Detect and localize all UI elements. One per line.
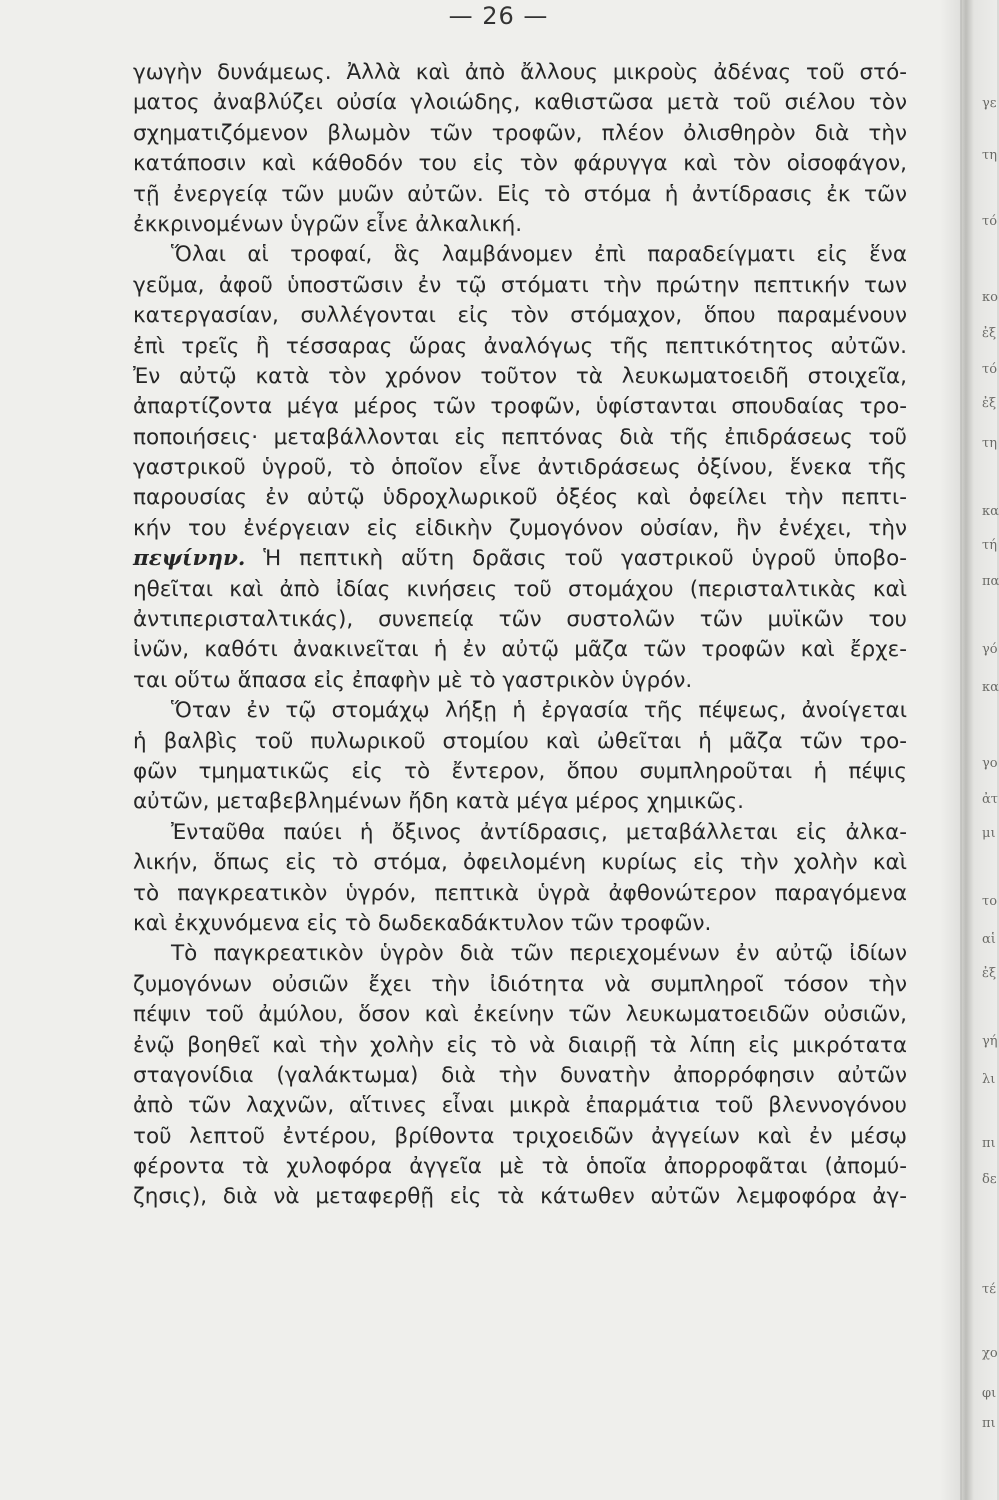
edge-fragment: αἱ: [982, 932, 996, 947]
paragraph: [133, 818, 907, 940]
text-line: τὸ παγκρεατικὸν ὑγρόν, πεπτικὰ ὑγρὰ ἀφθονώτερον παραγόμενα: [133, 880, 907, 906]
text-line: ἀντιπερισταλτικάς), συνεπείᾳ τῶν συστολῶν τῶν μυϊκῶν του: [133, 607, 907, 633]
edge-fragment: γή: [982, 1034, 998, 1049]
edge-fragment: το: [982, 894, 998, 909]
text-line: φέροντα τὰ χυλοφόρα ἀγγεῖα μὲ τὰ ὁποῖα ἀπορροφᾶται (ἀπομύ-: [133, 1154, 907, 1180]
text-line: ἀπὸ τῶν λαχνῶν, αἵτινες εἶναι μικρὰ ἐπαρμάτια τοῦ βλεννογόνου: [133, 1093, 907, 1119]
text-line: ἀπαρτίζοντα μέγα μέρος τῶν τροφῶν, ὑφίστανται σπουδαίας τρο-: [133, 394, 907, 420]
edge-fragment: ἐξ: [982, 966, 997, 981]
text-line: ηθεῖται καὶ ἀπὸ ἰδίας κινήσεις τοῦ στομάχου (περισταλτικὰς καὶ: [133, 576, 907, 602]
text-line: πέψιν τοῦ ἀμύλου, ὅσον καὶ ἐκείνην τῶν λευκωματοειδῶν οὐσιῶν,: [133, 1002, 907, 1028]
edge-fragment: πι: [982, 1416, 996, 1431]
text-line: ποποιήσεις· μεταβάλλονται εἰς πεπτόνας διὰ τῆς ἐπιδράσεως τοῦ: [133, 424, 907, 450]
text-line: Ἐνταῦθα παύει ἡ ὄξινος ἀντίδρασις, μεταβάλλεται εἰς ἀλκα-: [171, 819, 907, 845]
edge-fragment: τό: [982, 214, 998, 229]
edge-fragment: τό: [982, 362, 998, 377]
edge-fragment: μι: [982, 826, 996, 841]
edge-fragment: φι: [982, 1386, 997, 1401]
text-line: ἐνῷ βοηθεῖ καὶ τὴν χολὴν εἰς τὸ νὰ διαιρῇ τὰ λίπη εἰς μικρότατα: [133, 1032, 907, 1058]
text-line: [133, 544, 907, 574]
body-text: [133, 58, 907, 1213]
edge-fragment: γό: [982, 642, 998, 657]
edge-fragment: τη: [982, 148, 997, 163]
edge-fragment: πα: [982, 574, 999, 589]
text-line: ἡ βαλβὶς τοῦ πυλωρικοῦ στομίου καὶ ὠθεῖται ἡ μᾶζα τῶν τρο-: [133, 728, 907, 754]
text-line: ἰνῶν, καθότι ἀνακινεῖται ἡ ἐν αὐτῷ μᾶζα τῶν τροφῶν καὶ ἔρχε-: [133, 637, 907, 663]
text-line: κατεργασίαν, συλλέγονται εἰς τὸν στόμαχον, ὅπου παραμένουν: [133, 303, 907, 329]
edge-fragment: ἐξ: [982, 396, 997, 411]
paragraph: [133, 58, 907, 240]
text-line: κατάποσιν καὶ κάθοδόν του εἰς τὸν φάρυγγα καὶ τὸν οἰσοφάγον,: [133, 151, 907, 177]
text-line: φῶν τμηματικῶς εἰς τὸ ἔντερον, ὅπου συμπληροῦται ἡ πέψις: [133, 758, 907, 784]
edge-fragment: ἀτ: [982, 792, 998, 807]
text-line: λικήν, ὅπως εἰς τὸ στόμα, ὀφειλομένη κυρίως εἰς τὴν χολὴν καὶ: [133, 850, 907, 876]
text-line: Ὅταν ἐν τῷ στομάχῳ λήξῃ ἡ ἐργασία τῆς πέψεως, ἀνοίγεται: [171, 698, 907, 724]
edge-fragment: πι: [982, 1136, 996, 1151]
paragraph: [133, 240, 907, 696]
edge-fragment: ἐξ: [982, 326, 997, 341]
text-line: ἐκκρινομένων ὑγρῶν εἶνε ἀλκαλική.: [133, 211, 523, 237]
text-line: ζυμογόνων οὐσιῶν ἔχει τὴν ἰδιότητα νὰ συμπληροῖ τόσον τὴν: [133, 971, 907, 997]
edge-fragment: τέ: [982, 1282, 996, 1297]
text-line: αὐτῶν, μεταβεβλημένων ἤδη κατὰ μέγα μέρος χημικῶς.: [133, 789, 744, 815]
edge-fragment: κα: [982, 680, 999, 695]
gutter-shadow: [940, 0, 962, 1500]
text-line: ζησις), διὰ νὰ μεταφερθῇ εἰς τὰ κάτωθεν αὐτῶν λεμφοφόρα ἀγ-: [133, 1184, 907, 1210]
text-line: σχηματιζόμενον βλωμὸν τῶν τροφῶν, πλέον ὀλισθηρὸν διὰ τὴν: [133, 120, 907, 146]
text-line: γαστρικοῦ ὑγροῦ, τὸ ὁποῖον εἶνε ἀντιδράσεως ὀξίνου, ἕνεκα τῆς: [133, 455, 907, 481]
edge-fragment: δε: [982, 1172, 997, 1187]
edge-fragment: κα: [982, 504, 999, 519]
page-number: — 26 —: [448, 2, 549, 30]
text-line: ται οὕτω ἅπασα εἰς ἐπαφὴν μὲ τὸ γαστρικὸν ὑγρόν.: [133, 667, 693, 693]
text-line: σταγονίδια (γαλάκτωμα) διὰ τὴν δυνατὴν ἀπορρόφησιν αὐτῶν: [133, 1062, 907, 1088]
text-line: τῇ ἐνεργείᾳ τῶν μυῶν αὐτῶν. Εἰς τὸ στόμα ἡ ἀντίδρασις ἐκ τῶν: [133, 181, 907, 207]
text-line: ματος ἀναβλύζει οὐσία γλοιώδης, καθιστῶσα μετὰ τοῦ σιέλου τὸν: [133, 90, 907, 116]
edge-fragment: κο: [982, 290, 998, 305]
text-line: καὶ ἐκχυνόμενα εἰς τὸ δωδεκαδάκτυλον τῶν τροφῶν.: [133, 910, 712, 936]
paragraph: [133, 939, 907, 1213]
edge-fragment: λι: [982, 1072, 996, 1087]
edge-fragment: γε: [982, 96, 997, 111]
text-line: γεῦμα, ἀφοῦ ὑποστῶσιν ἐν τῷ στόματι τὴν πρώτην πεπτικήν των: [133, 272, 907, 298]
text-line: τοῦ λεπτοῦ ἐντέρου, βρίθοντα τριχοειδῶν ἀγγείων καὶ ἐν μέσῳ: [133, 1123, 907, 1149]
text-line: κήν του ἐνέργειαν εἰς εἰδικὴν ζυμογόνον οὐσίαν, ἣν ἐνέχει, τὴν: [133, 515, 907, 541]
text-line: Ὅλαι αἱ τροφαί, ἃς λαμβάνομεν ἐπὶ παραδείγματι εἰς ἕνα: [171, 242, 907, 268]
text-line: ἐπὶ τρεῖς ἢ τέσσαρας ὥρας ἀναλόγως τῆς πεπτικότητος αὐτῶν.: [133, 333, 907, 359]
edge-fragment: τη: [982, 436, 997, 451]
text-line: Τὸ παγκρεατικὸν ὑγρὸν διὰ τῶν περιεχομένων ἐν αὐτῷ ἰδίων: [171, 941, 907, 967]
line-continuation: Ἡ πεπτικὴ αὕτη δρᾶσις τοῦ γαστρικοῦ ὑγροῦ ὑποβο-: [245, 546, 907, 572]
emphasized-term: πεψίνην.: [133, 546, 246, 572]
paragraph: [133, 696, 907, 818]
edge-fragment: γο: [982, 756, 998, 771]
text-line: Ἐν αὐτῷ κατὰ τὸν χρόνον τοῦτον τὰ λευκωματοειδῆ στοιχεῖα,: [133, 363, 907, 389]
edge-fragment: χο: [982, 1346, 998, 1361]
text-line: παρουσίας ἐν αὐτῷ ὑδροχλωρικοῦ ὀξέος καὶ ὀφείλει τὴν πεπτι-: [133, 485, 907, 511]
edge-fragment: τή: [982, 538, 997, 553]
text-line: γωγὴν δυνάμεως. Ἀλλὰ καὶ ἀπὸ ἄλλους μικροὺς ἀδένας τοῦ στό-: [133, 60, 907, 85]
